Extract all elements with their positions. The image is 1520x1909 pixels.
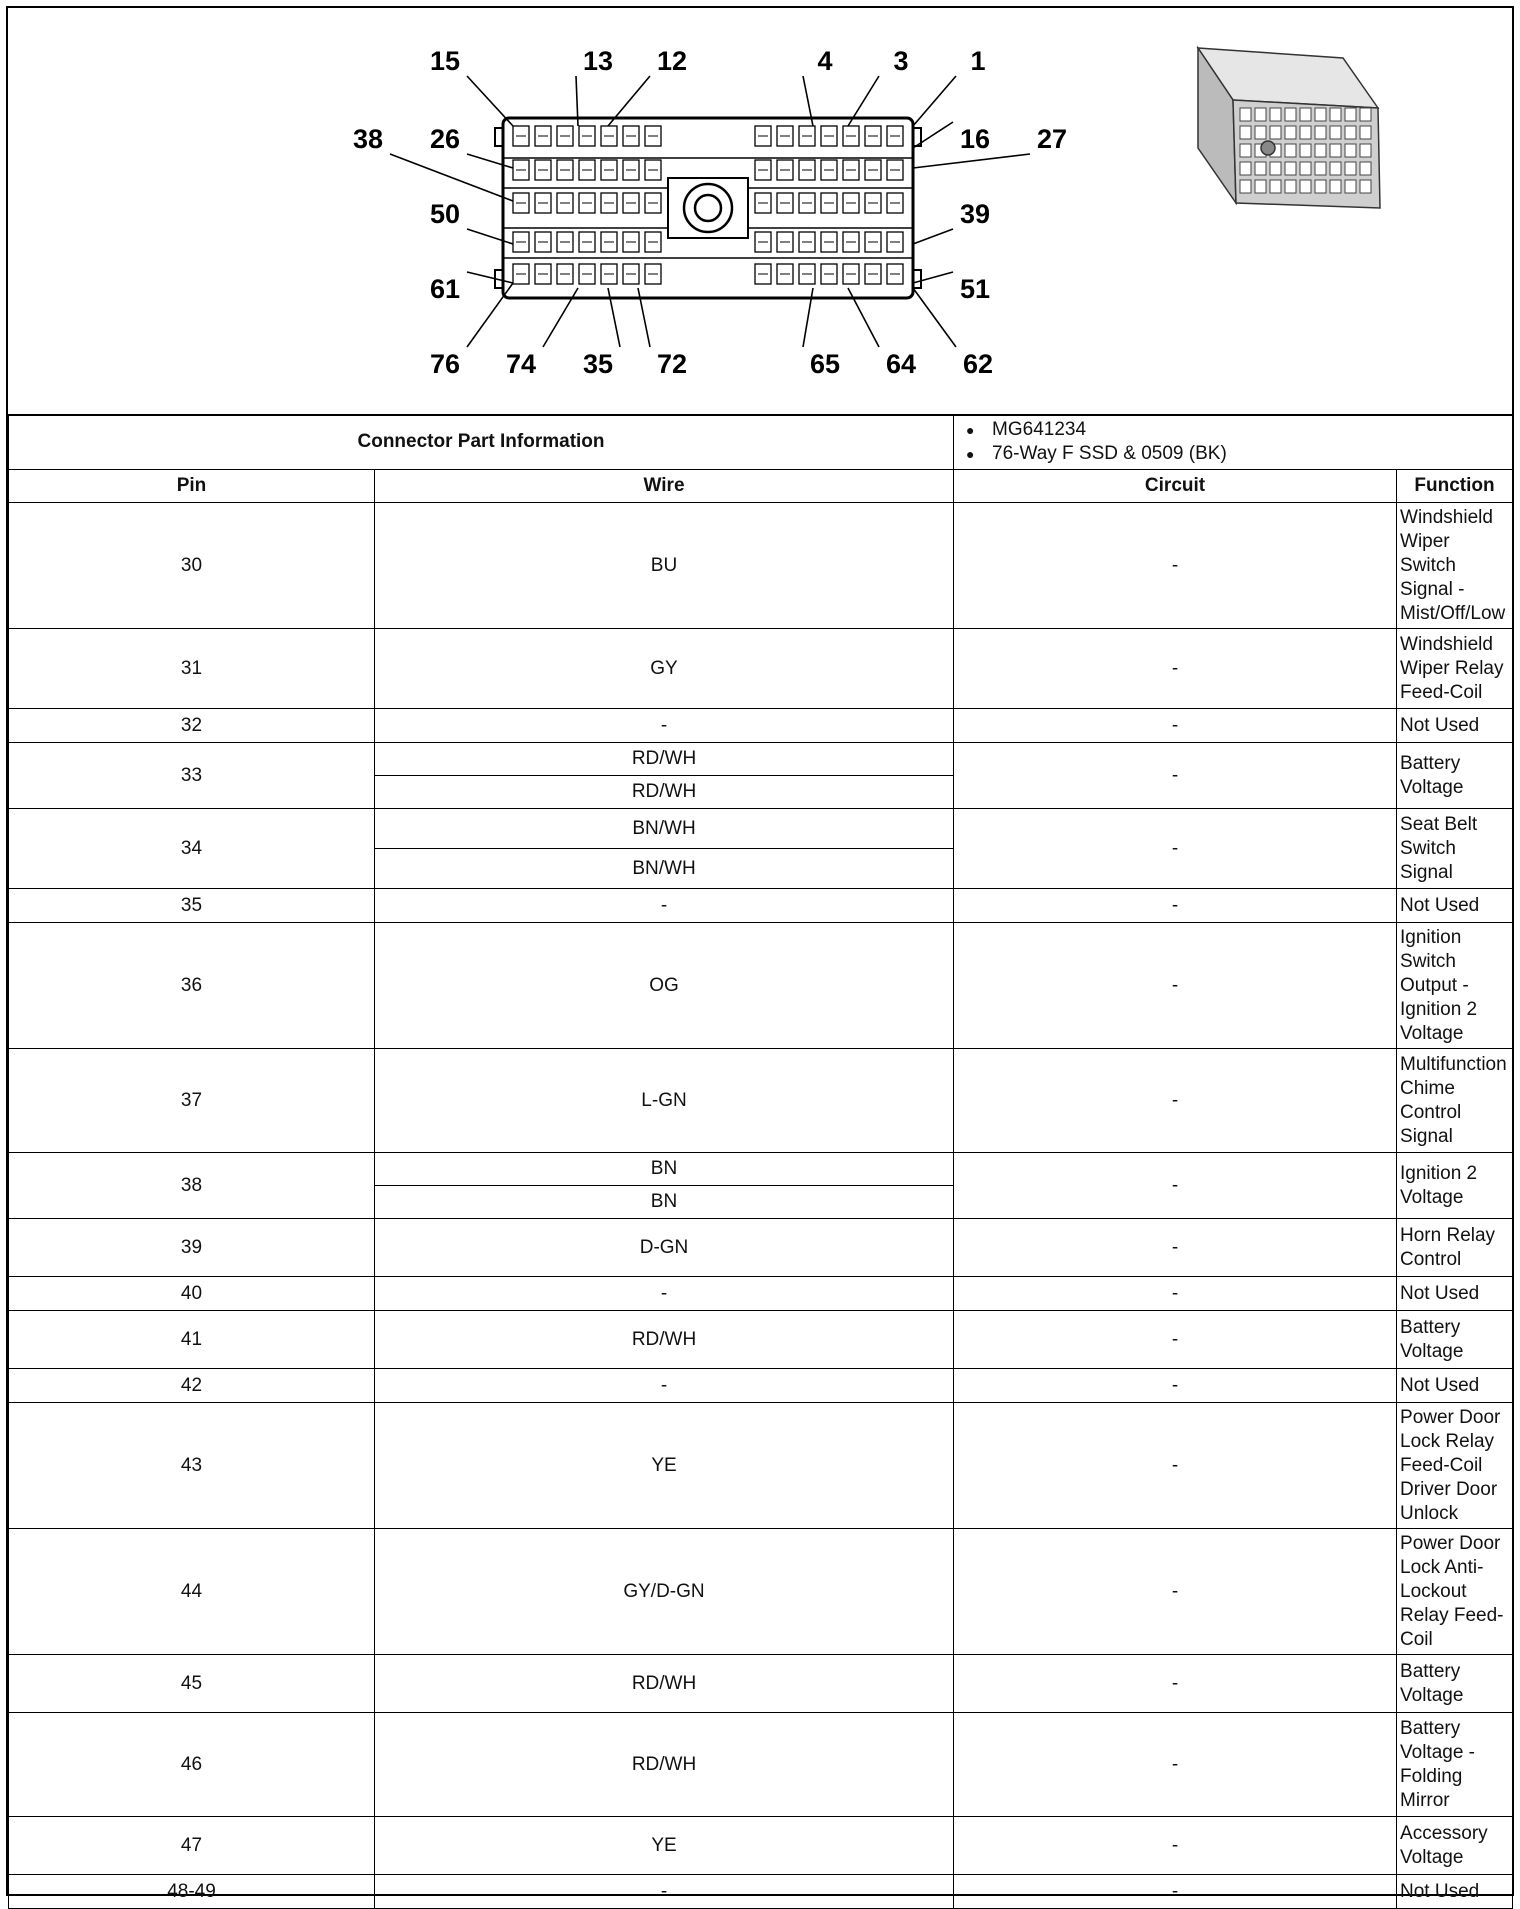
- wire-cell: GY/D-GN: [375, 1529, 954, 1655]
- wire-cell: RD/WH: [375, 1713, 954, 1817]
- connector-iso-picture: [1198, 48, 1380, 208]
- table-row: [9, 809, 1513, 849]
- iso-cavity: [1315, 144, 1326, 157]
- pin-callout-leader: [467, 229, 513, 244]
- iso-cavity: [1240, 162, 1251, 175]
- wire-cell: YE: [375, 1817, 954, 1875]
- iso-cavity: [1345, 162, 1356, 175]
- pin-callout-leader: [390, 154, 513, 201]
- connector-diagram: [8, 8, 1512, 416]
- wire-cell: -: [375, 889, 954, 923]
- pin-cell: 33: [9, 743, 375, 809]
- iso-cavity: [1240, 126, 1251, 139]
- table-row: [9, 1403, 1513, 1529]
- table-row: [9, 629, 1513, 709]
- table-row: [9, 1277, 1513, 1311]
- table-row: [9, 1817, 1513, 1875]
- function-cell: Ignition Switch Output - Ignition 2 Voltage: [1397, 923, 1513, 1049]
- part-info-item: ● 76-Way F SSD & 0509 (BK): [966, 442, 1509, 466]
- pin-callout-label: 62: [962, 349, 994, 379]
- table-row: [9, 1049, 1513, 1153]
- table-row: [9, 1713, 1513, 1817]
- iso-cavity: [1255, 108, 1266, 121]
- iso-cavity: [1285, 144, 1296, 157]
- pin-cell: 42: [9, 1369, 375, 1403]
- pin-callout-label: 39: [959, 199, 991, 229]
- pin-callout-label: 27: [1036, 124, 1068, 154]
- pin-callout-label: 26: [429, 124, 461, 154]
- iso-cavity: [1330, 108, 1341, 121]
- pin-callout-label: 12: [656, 46, 688, 76]
- pin-callout-label: 65: [809, 349, 841, 379]
- iso-cavity: [1285, 126, 1296, 139]
- iso-cavity: [1315, 108, 1326, 121]
- iso-cavity: [1330, 144, 1341, 157]
- function-cell: Not Used: [1397, 1875, 1513, 1909]
- function-cell: Battery Voltage: [1397, 743, 1513, 809]
- wire-cell: GY: [375, 629, 954, 709]
- circuit-cell: -: [954, 1875, 1397, 1909]
- function-cell: Accessory Voltage: [1397, 1817, 1513, 1875]
- table-row: [9, 1153, 1513, 1186]
- function-cell: Not Used: [1397, 1369, 1513, 1403]
- iso-cavity: [1285, 180, 1296, 193]
- wire-cell: BU: [375, 503, 954, 629]
- wire-cell: -: [375, 1277, 954, 1311]
- pin-callout-label: 1: [970, 46, 986, 76]
- pin-callout-label: 64: [885, 349, 917, 379]
- table-row: [9, 1875, 1513, 1909]
- function-cell: Battery Voltage: [1397, 1311, 1513, 1369]
- header-circuit: Circuit: [954, 470, 1397, 503]
- function-cell: Power Door Lock Relay Feed-Coil Driver Door Unlock: [1397, 1403, 1513, 1529]
- function-cell: Not Used: [1397, 889, 1513, 923]
- iso-cavity: [1270, 108, 1281, 121]
- pin-callout-leader: [913, 154, 1030, 168]
- circuit-cell: -: [954, 1219, 1397, 1277]
- table-row: [9, 709, 1513, 743]
- wire-cell: BN/WH: [375, 809, 954, 849]
- wire-cell: RD/WH: [375, 1311, 954, 1369]
- pin-callout-label: 76: [429, 349, 461, 379]
- pin-cell: 41: [9, 1311, 375, 1369]
- circuit-cell: -: [954, 1311, 1397, 1369]
- function-cell: Multifunction Chime Control Signal: [1397, 1049, 1513, 1153]
- wire-cell: BN: [375, 1153, 954, 1186]
- pin-cell: 37: [9, 1049, 375, 1153]
- circuit-cell: -: [954, 923, 1397, 1049]
- header-pin: Pin: [9, 470, 375, 503]
- pin-cell: 43: [9, 1403, 375, 1529]
- function-cell: Power Door Lock Anti-Lockout Relay Feed-Coil: [1397, 1529, 1513, 1655]
- function-cell: Horn Relay Control: [1397, 1219, 1513, 1277]
- pin-callout-label: 3: [893, 46, 909, 76]
- function-cell: Not Used: [1397, 1277, 1513, 1311]
- iso-cavity: [1315, 126, 1326, 139]
- table-row: [9, 743, 1513, 776]
- iso-cavity: [1270, 162, 1281, 175]
- wire-cell: BN/WH: [375, 849, 954, 889]
- pin-cell: 30: [9, 503, 375, 629]
- circuit-cell: -: [954, 809, 1397, 889]
- iso-cavity: [1285, 162, 1296, 175]
- pin-cell: 32: [9, 709, 375, 743]
- table-row: [9, 1655, 1513, 1713]
- circuit-cell: -: [954, 1369, 1397, 1403]
- circuit-cell: -: [954, 743, 1397, 809]
- pin-callout-label: 50: [429, 199, 461, 229]
- pin-callout-leader: [467, 154, 513, 168]
- pin-callout-label: 35: [582, 349, 614, 379]
- pin-callout-leader: [913, 288, 956, 347]
- function-cell: Ignition 2 Voltage: [1397, 1153, 1513, 1219]
- iso-cavity: [1330, 162, 1341, 175]
- wire-cell: -: [375, 1369, 954, 1403]
- iso-cavity: [1240, 144, 1251, 157]
- pin-callout-leader: [913, 76, 956, 126]
- iso-cavity: [1300, 126, 1311, 139]
- iso-cavity: [1345, 144, 1356, 157]
- pin-cell: 38: [9, 1153, 375, 1219]
- circuit-cell: -: [954, 1713, 1397, 1817]
- iso-cavity: [1300, 108, 1311, 121]
- iso-cavity: [1315, 180, 1326, 193]
- function-cell: Battery Voltage - Folding Mirror: [1397, 1713, 1513, 1817]
- connector-face-svg: [8, 8, 1512, 414]
- circuit-cell: -: [954, 1655, 1397, 1713]
- circuit-cell: -: [954, 1529, 1397, 1655]
- table-row: [9, 1369, 1513, 1403]
- pin-callout-leader: [467, 283, 513, 347]
- pin-cell: 47: [9, 1817, 375, 1875]
- circuit-cell: -: [954, 629, 1397, 709]
- pinout-table: [8, 414, 1513, 1909]
- iso-cavity: [1240, 108, 1251, 121]
- iso-cavity: [1285, 108, 1296, 121]
- circuit-cell: -: [954, 889, 1397, 923]
- iso-cavity: [1345, 108, 1356, 121]
- table-row: [9, 1529, 1513, 1655]
- wire-cell: -: [375, 709, 954, 743]
- circuit-cell: -: [954, 1277, 1397, 1311]
- pin-callout-leader: [913, 272, 953, 283]
- circuit-cell: -: [954, 503, 1397, 629]
- wire-cell: L-GN: [375, 1049, 954, 1153]
- pin-cell: 40: [9, 1277, 375, 1311]
- pin-cell: 44: [9, 1529, 375, 1655]
- iso-cavity: [1270, 126, 1281, 139]
- iso-cavity: [1255, 162, 1266, 175]
- table-row: [9, 923, 1513, 1049]
- document-frame: [6, 6, 1514, 1902]
- header-wire: Wire: [375, 470, 954, 503]
- wire-cell: RD/WH: [375, 1655, 954, 1713]
- iso-cavity: [1255, 180, 1266, 193]
- pin-cell: 39: [9, 1219, 375, 1277]
- function-cell: Windshield Wiper Relay Feed-Coil: [1397, 629, 1513, 709]
- pin-cell: 34: [9, 809, 375, 889]
- pin-cell: 48-49: [9, 1875, 375, 1909]
- table-row: [9, 503, 1513, 629]
- pin-callout-label: 38: [352, 124, 384, 154]
- table-row: [9, 889, 1513, 923]
- wire-cell: BN: [375, 1186, 954, 1219]
- iso-cavity: [1240, 180, 1251, 193]
- iso-cavity: [1360, 180, 1371, 193]
- pin-callout-label: 13: [582, 46, 614, 76]
- function-cell: Not Used: [1397, 709, 1513, 743]
- circuit-cell: -: [954, 1153, 1397, 1219]
- iso-cavity: [1300, 162, 1311, 175]
- table-row: [9, 1219, 1513, 1277]
- header-function: Function: [1397, 470, 1513, 503]
- wire-cell: RD/WH: [375, 776, 954, 809]
- pin-cell: 45: [9, 1655, 375, 1713]
- table-row: [9, 1311, 1513, 1369]
- header-row: [9, 470, 1513, 503]
- iso-cavity: [1330, 126, 1341, 139]
- function-cell: Windshield Wiper Switch Signal - Mist/Off/Low: [1397, 503, 1513, 629]
- iso-cavity: [1360, 144, 1371, 157]
- pin-callout-leader: [467, 76, 513, 126]
- wire-cell: OG: [375, 923, 954, 1049]
- circuit-cell: -: [954, 709, 1397, 743]
- pin-callout-leader: [913, 122, 953, 148]
- iso-cavity: [1300, 180, 1311, 193]
- iso-cavity: [1330, 180, 1341, 193]
- iso-cavity: [1345, 126, 1356, 139]
- pin-callout-label: 4: [817, 46, 833, 76]
- part-info-list: [954, 415, 1513, 470]
- pin-callout-label: 61: [429, 274, 461, 304]
- pin-callout-leader: [913, 229, 953, 244]
- pin-callout-label: 74: [505, 349, 537, 379]
- iso-cavity: [1345, 180, 1356, 193]
- function-cell: Battery Voltage: [1397, 1655, 1513, 1713]
- pin-cell: 46: [9, 1713, 375, 1817]
- iso-cavity: [1360, 126, 1371, 139]
- iso-cavity: [1360, 162, 1371, 175]
- pin-cell: 35: [9, 889, 375, 923]
- part-info-label: Connector Part Information: [9, 415, 954, 470]
- wire-cell: -: [375, 1875, 954, 1909]
- wire-cell: D-GN: [375, 1219, 954, 1277]
- wire-cell: RD/WH: [375, 743, 954, 776]
- pin-callout-leader: [467, 272, 513, 283]
- iso-cavity: [1255, 126, 1266, 139]
- pin-cell: 36: [9, 923, 375, 1049]
- iso-cavity: [1270, 180, 1281, 193]
- iso-cavity: [1360, 108, 1371, 121]
- pin-cell: 31: [9, 629, 375, 709]
- part-info-row: [9, 415, 1513, 470]
- circuit-cell: -: [954, 1049, 1397, 1153]
- part-info-item: ● MG641234: [966, 418, 1509, 442]
- iso-cavity: [1300, 144, 1311, 157]
- pin-callout-label: 51: [959, 274, 991, 304]
- circuit-cell: -: [954, 1817, 1397, 1875]
- pin-callout-label: 72: [656, 349, 688, 379]
- circuit-cell: -: [954, 1403, 1397, 1529]
- pin-callout-label: 16: [959, 124, 991, 154]
- function-cell: Seat Belt Switch Signal: [1397, 809, 1513, 889]
- iso-cavity: [1315, 162, 1326, 175]
- wire-cell: YE: [375, 1403, 954, 1529]
- pin-callout-label: 15: [429, 46, 461, 76]
- center-key-frame: [668, 178, 748, 238]
